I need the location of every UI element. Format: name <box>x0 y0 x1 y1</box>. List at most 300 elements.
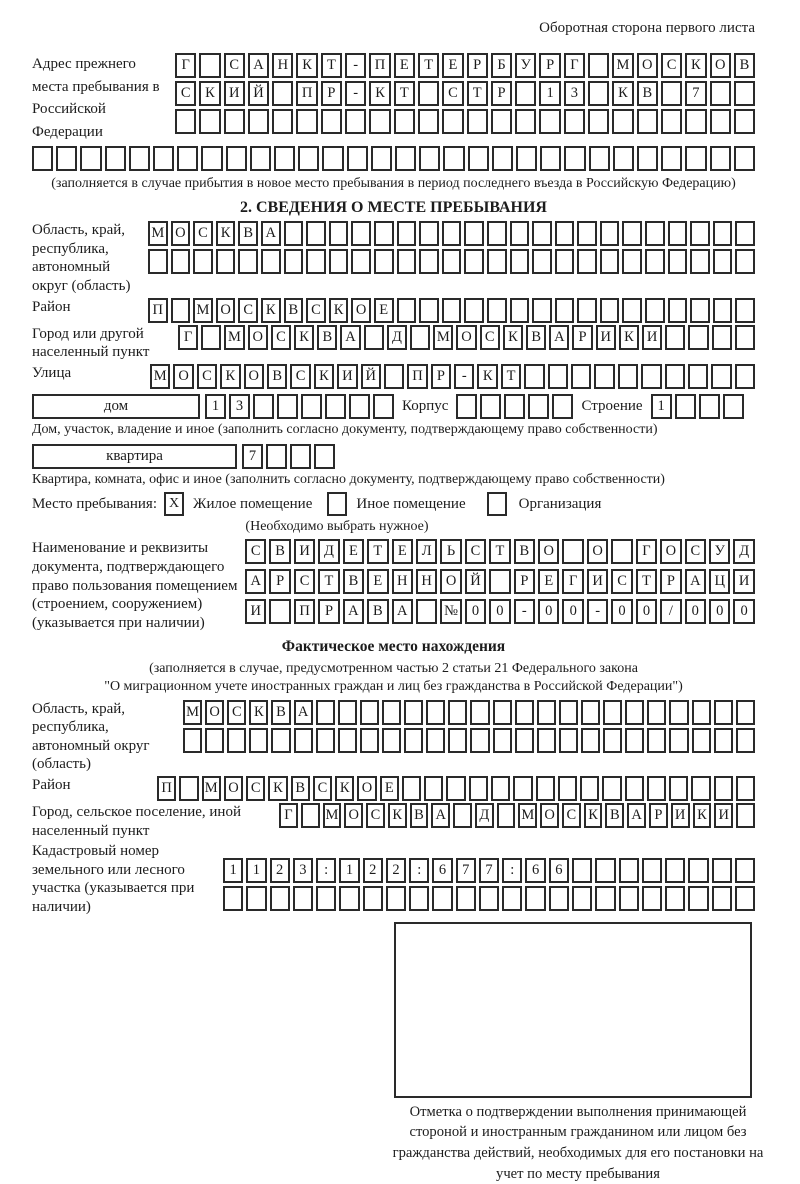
char-cell[interactable] <box>349 394 370 419</box>
char-cell[interactable] <box>594 364 614 389</box>
char-cell[interactable]: М <box>612 53 633 78</box>
char-cell[interactable] <box>714 728 733 753</box>
char-cell[interactable]: И <box>733 569 754 594</box>
char-cell[interactable] <box>373 394 394 419</box>
char-cell[interactable]: М <box>183 700 202 725</box>
char-cell[interactable] <box>625 700 644 725</box>
char-cell[interactable]: О <box>710 53 731 78</box>
char-cell[interactable]: И <box>587 569 608 594</box>
char-cell[interactable] <box>491 109 512 134</box>
char-cell[interactable] <box>426 728 445 753</box>
char-cell[interactable] <box>736 728 755 753</box>
char-cell[interactable]: Т <box>489 539 510 564</box>
char-cell[interactable] <box>266 444 287 469</box>
char-cell[interactable] <box>469 776 488 801</box>
char-cell[interactable]: И <box>671 803 690 828</box>
char-cell[interactable]: В <box>317 325 337 350</box>
char-cell[interactable]: С <box>611 569 632 594</box>
char-cell[interactable] <box>665 858 685 883</box>
char-cell[interactable]: - <box>514 599 535 624</box>
char-cell[interactable]: О <box>637 53 658 78</box>
char-cell[interactable] <box>532 249 552 274</box>
char-cell[interactable]: Т <box>467 81 488 106</box>
char-cell[interactable]: Р <box>467 53 488 78</box>
char-cell[interactable] <box>536 776 555 801</box>
char-cell[interactable] <box>301 394 322 419</box>
char-cell[interactable]: Д <box>318 539 339 564</box>
char-cell[interactable]: В <box>271 700 290 725</box>
char-cell[interactable] <box>272 109 293 134</box>
char-cell[interactable]: 2 <box>270 858 290 883</box>
char-cell[interactable] <box>351 221 371 246</box>
char-cell[interactable]: Н <box>416 569 437 594</box>
char-cell[interactable]: К <box>220 364 240 389</box>
char-cell[interactable] <box>647 728 666 753</box>
char-cell[interactable] <box>665 886 685 911</box>
char-cell[interactable]: О <box>351 298 371 323</box>
char-cell[interactable]: О <box>248 325 268 350</box>
char-cell[interactable]: - <box>587 599 608 624</box>
char-cell[interactable]: С <box>290 364 310 389</box>
char-cell[interactable] <box>647 700 666 725</box>
char-cell[interactable]: О <box>587 539 608 564</box>
char-cell[interactable]: Р <box>318 599 339 624</box>
char-cell[interactable]: Т <box>394 81 415 106</box>
char-cell[interactable]: Г <box>564 53 585 78</box>
char-cell[interactable]: Е <box>374 298 394 323</box>
char-cell[interactable] <box>491 776 510 801</box>
char-cell[interactable] <box>419 146 440 171</box>
char-cell[interactable] <box>602 776 621 801</box>
char-cell[interactable] <box>549 886 569 911</box>
char-cell[interactable] <box>688 325 708 350</box>
char-cell[interactable] <box>713 221 733 246</box>
char-cell[interactable] <box>199 53 220 78</box>
char-cell[interactable]: В <box>238 221 258 246</box>
char-cell[interactable]: С <box>245 539 266 564</box>
char-cell[interactable] <box>329 221 349 246</box>
char-cell[interactable] <box>402 776 421 801</box>
char-cell[interactable] <box>690 298 710 323</box>
char-cell[interactable]: О <box>216 298 236 323</box>
char-cell[interactable] <box>446 776 465 801</box>
char-cell[interactable]: М <box>193 298 213 323</box>
char-cell[interactable] <box>735 298 755 323</box>
char-cell[interactable]: С <box>480 325 500 350</box>
char-cell[interactable] <box>692 700 711 725</box>
char-cell[interactable] <box>714 776 733 801</box>
char-cell[interactable] <box>480 394 501 419</box>
char-cell[interactable] <box>199 109 220 134</box>
char-cell[interactable]: 0 <box>538 599 559 624</box>
char-cell[interactable] <box>622 298 642 323</box>
char-cell[interactable]: К <box>477 364 497 389</box>
char-cell[interactable] <box>714 700 733 725</box>
char-cell[interactable] <box>622 249 642 274</box>
char-cell[interactable] <box>588 109 609 134</box>
char-cell[interactable] <box>540 146 561 171</box>
char-cell[interactable] <box>443 146 464 171</box>
char-cell[interactable] <box>665 325 685 350</box>
char-cell[interactable] <box>360 728 379 753</box>
char-cell[interactable] <box>625 728 644 753</box>
char-cell[interactable]: 1 <box>205 394 226 419</box>
char-cell[interactable] <box>296 109 317 134</box>
char-cell[interactable]: Т <box>321 53 342 78</box>
char-cell[interactable] <box>558 776 577 801</box>
char-cell[interactable] <box>713 249 733 274</box>
char-cell[interactable] <box>306 221 326 246</box>
char-cell[interactable] <box>603 700 622 725</box>
char-cell[interactable] <box>736 700 755 725</box>
char-cell[interactable] <box>734 109 755 134</box>
char-cell[interactable] <box>363 886 383 911</box>
char-cell[interactable]: В <box>291 776 310 801</box>
char-cell[interactable] <box>193 249 213 274</box>
char-cell[interactable] <box>625 776 644 801</box>
char-cell[interactable] <box>316 700 335 725</box>
char-cell[interactable]: 0 <box>733 599 754 624</box>
char-cell[interactable]: С <box>562 803 581 828</box>
char-cell[interactable]: П <box>157 776 176 801</box>
char-cell[interactable]: 0 <box>489 599 510 624</box>
char-cell[interactable] <box>397 249 417 274</box>
char-cell[interactable]: А <box>248 53 269 78</box>
char-cell[interactable]: Р <box>660 569 681 594</box>
char-cell[interactable] <box>699 394 720 419</box>
char-cell[interactable] <box>470 700 489 725</box>
char-cell[interactable]: К <box>612 81 633 106</box>
char-cell[interactable] <box>246 886 266 911</box>
char-cell[interactable] <box>690 221 710 246</box>
char-cell[interactable]: Й <box>361 364 381 389</box>
char-cell[interactable] <box>532 298 552 323</box>
char-cell[interactable]: С <box>224 53 245 78</box>
char-cell[interactable] <box>577 249 597 274</box>
char-cell[interactable]: В <box>269 539 290 564</box>
char-cell[interactable] <box>419 298 439 323</box>
char-cell[interactable]: П <box>407 364 427 389</box>
char-cell[interactable] <box>493 700 512 725</box>
char-cell[interactable] <box>426 700 445 725</box>
char-cell[interactable] <box>710 109 731 134</box>
char-cell[interactable]: 7 <box>685 81 706 106</box>
char-cell[interactable] <box>364 325 384 350</box>
char-cell[interactable]: 1 <box>339 858 359 883</box>
char-cell[interactable] <box>637 146 658 171</box>
char-cell[interactable] <box>562 539 583 564</box>
char-cell[interactable] <box>600 298 620 323</box>
char-cell[interactable]: У <box>515 53 536 78</box>
char-cell[interactable]: В <box>734 53 755 78</box>
char-cell[interactable] <box>284 221 304 246</box>
char-cell[interactable]: 1 <box>539 81 560 106</box>
char-cell[interactable]: С <box>465 539 486 564</box>
char-cell[interactable] <box>600 221 620 246</box>
char-cell[interactable] <box>685 146 706 171</box>
char-cell[interactable] <box>325 394 346 419</box>
char-cell[interactable] <box>577 221 597 246</box>
char-cell[interactable]: С <box>197 364 217 389</box>
char-cell[interactable]: Й <box>465 569 486 594</box>
char-cell[interactable]: К <box>329 298 349 323</box>
char-cell[interactable]: М <box>202 776 221 801</box>
char-cell[interactable]: О <box>540 803 559 828</box>
char-cell[interactable] <box>735 364 755 389</box>
char-cell[interactable]: И <box>224 81 245 106</box>
char-cell[interactable]: К <box>314 364 334 389</box>
char-cell[interactable]: 0 <box>636 599 657 624</box>
char-cell[interactable] <box>668 249 688 274</box>
char-cell[interactable] <box>175 109 196 134</box>
char-cell[interactable] <box>105 146 126 171</box>
char-cell[interactable]: Т <box>418 53 439 78</box>
char-cell[interactable]: О <box>171 221 191 246</box>
char-cell[interactable] <box>205 728 224 753</box>
char-cell[interactable] <box>555 298 575 323</box>
char-cell[interactable] <box>669 776 688 801</box>
char-cell[interactable] <box>261 249 281 274</box>
char-cell[interactable] <box>622 221 642 246</box>
checkbox-organization[interactable] <box>487 492 507 516</box>
char-cell[interactable] <box>712 325 732 350</box>
char-cell[interactable] <box>688 364 708 389</box>
char-cell[interactable] <box>564 109 585 134</box>
char-cell[interactable] <box>298 146 319 171</box>
char-cell[interactable] <box>351 249 371 274</box>
char-cell[interactable]: В <box>284 298 304 323</box>
char-cell[interactable]: С <box>175 81 196 106</box>
char-cell[interactable] <box>510 221 530 246</box>
char-cell[interactable] <box>723 394 744 419</box>
char-cell[interactable] <box>153 146 174 171</box>
char-cell[interactable]: С <box>193 221 213 246</box>
char-cell[interactable] <box>532 221 552 246</box>
char-cell[interactable]: Т <box>636 569 657 594</box>
char-cell[interactable]: П <box>294 599 315 624</box>
char-cell[interactable] <box>735 886 755 911</box>
char-cell[interactable] <box>669 700 688 725</box>
char-cell[interactable] <box>600 249 620 274</box>
char-cell[interactable] <box>419 221 439 246</box>
char-cell[interactable]: М <box>224 325 244 350</box>
char-cell[interactable]: Е <box>380 776 399 801</box>
char-cell[interactable] <box>404 700 423 725</box>
char-cell[interactable]: Е <box>343 539 364 564</box>
char-cell[interactable]: А <box>431 803 450 828</box>
char-cell[interactable]: К <box>388 803 407 828</box>
char-cell[interactable] <box>432 886 452 911</box>
char-cell[interactable] <box>618 364 638 389</box>
char-cell[interactable]: К <box>584 803 603 828</box>
char-cell[interactable] <box>736 803 755 828</box>
char-cell[interactable]: С <box>685 539 706 564</box>
char-cell[interactable]: : <box>502 858 522 883</box>
char-cell[interactable]: К <box>249 700 268 725</box>
char-cell[interactable]: В <box>637 81 658 106</box>
char-cell[interactable]: М <box>518 803 537 828</box>
char-cell[interactable]: Г <box>175 53 196 78</box>
char-cell[interactable]: Е <box>394 53 415 78</box>
char-cell[interactable]: 1 <box>223 858 243 883</box>
char-cell[interactable] <box>688 858 708 883</box>
char-cell[interactable] <box>301 803 320 828</box>
char-cell[interactable] <box>32 146 53 171</box>
char-cell[interactable] <box>171 298 191 323</box>
char-cell[interactable]: А <box>343 599 364 624</box>
char-cell[interactable]: Р <box>572 325 592 350</box>
char-cell[interactable] <box>645 298 665 323</box>
char-cell[interactable] <box>177 146 198 171</box>
char-cell[interactable] <box>571 364 591 389</box>
char-cell[interactable]: С <box>294 569 315 594</box>
char-cell[interactable]: 0 <box>465 599 486 624</box>
char-cell[interactable] <box>382 700 401 725</box>
char-cell[interactable]: В <box>410 803 429 828</box>
char-cell[interactable]: У <box>709 539 730 564</box>
char-cell[interactable] <box>424 776 443 801</box>
char-cell[interactable] <box>555 221 575 246</box>
char-cell[interactable] <box>595 886 615 911</box>
char-cell[interactable]: О <box>660 539 681 564</box>
char-cell[interactable] <box>314 444 335 469</box>
char-cell[interactable] <box>510 298 530 323</box>
char-cell[interactable] <box>588 53 609 78</box>
char-cell[interactable] <box>510 249 530 274</box>
char-cell[interactable]: С <box>246 776 265 801</box>
char-cell[interactable] <box>442 249 462 274</box>
char-cell[interactable]: Г <box>636 539 657 564</box>
char-cell[interactable]: - <box>454 364 474 389</box>
char-cell[interactable]: В <box>605 803 624 828</box>
char-cell[interactable] <box>56 146 77 171</box>
char-cell[interactable] <box>641 364 661 389</box>
char-cell[interactable]: Р <box>321 81 342 106</box>
char-cell[interactable] <box>539 109 560 134</box>
char-cell[interactable]: К <box>268 776 287 801</box>
char-cell[interactable]: С <box>306 298 326 323</box>
char-cell[interactable] <box>248 109 269 134</box>
char-cell[interactable] <box>665 364 685 389</box>
char-cell[interactable]: 2 <box>386 858 406 883</box>
char-cell[interactable]: Ь <box>440 539 461 564</box>
char-cell[interactable] <box>577 298 597 323</box>
char-cell[interactable]: 0 <box>562 599 583 624</box>
char-cell[interactable]: В <box>267 364 287 389</box>
char-cell[interactable] <box>612 109 633 134</box>
char-cell[interactable] <box>572 858 592 883</box>
char-cell[interactable] <box>613 146 634 171</box>
char-cell[interactable]: А <box>245 569 266 594</box>
char-cell[interactable]: Д <box>387 325 407 350</box>
char-cell[interactable] <box>685 109 706 134</box>
char-cell[interactable]: Е <box>442 53 463 78</box>
char-cell[interactable] <box>329 249 349 274</box>
char-cell[interactable] <box>502 886 522 911</box>
char-cell[interactable] <box>253 394 274 419</box>
char-cell[interactable]: С <box>366 803 385 828</box>
char-cell[interactable]: И <box>245 599 266 624</box>
char-cell[interactable] <box>537 700 556 725</box>
char-cell[interactable] <box>416 599 437 624</box>
char-cell[interactable] <box>374 249 394 274</box>
char-cell[interactable] <box>238 249 258 274</box>
char-cell[interactable]: 1 <box>246 858 266 883</box>
char-cell[interactable] <box>384 364 404 389</box>
char-cell[interactable] <box>223 886 243 911</box>
char-cell[interactable]: Е <box>367 569 388 594</box>
char-cell[interactable] <box>735 221 755 246</box>
char-cell[interactable]: К <box>261 298 281 323</box>
char-cell[interactable] <box>690 249 710 274</box>
char-cell[interactable]: Н <box>272 53 293 78</box>
char-cell[interactable] <box>668 298 688 323</box>
char-cell[interactable]: М <box>433 325 453 350</box>
char-cell[interactable]: / <box>660 599 681 624</box>
char-cell[interactable]: Р <box>491 81 512 106</box>
char-cell[interactable] <box>442 109 463 134</box>
char-cell[interactable]: Е <box>392 539 413 564</box>
char-cell[interactable] <box>270 886 290 911</box>
char-cell[interactable]: К <box>503 325 523 350</box>
char-cell[interactable] <box>467 109 488 134</box>
char-cell[interactable] <box>581 700 600 725</box>
char-cell[interactable]: Д <box>475 803 494 828</box>
char-cell[interactable] <box>347 146 368 171</box>
char-cell[interactable]: К <box>619 325 639 350</box>
char-cell[interactable] <box>588 81 609 106</box>
char-cell[interactable] <box>382 728 401 753</box>
char-cell[interactable]: : <box>316 858 336 883</box>
char-cell[interactable]: 7 <box>456 858 476 883</box>
char-cell[interactable] <box>386 886 406 911</box>
char-cell[interactable] <box>513 776 532 801</box>
char-cell[interactable] <box>712 858 732 883</box>
char-cell[interactable]: О <box>357 776 376 801</box>
char-cell[interactable] <box>448 700 467 725</box>
char-cell[interactable] <box>668 221 688 246</box>
char-cell[interactable]: Р <box>539 53 560 78</box>
char-cell[interactable]: А <box>340 325 360 350</box>
char-cell[interactable] <box>735 325 755 350</box>
char-cell[interactable] <box>360 700 379 725</box>
char-cell[interactable] <box>179 776 198 801</box>
char-cell[interactable] <box>171 249 191 274</box>
char-cell[interactable] <box>489 569 510 594</box>
char-cell[interactable]: 0 <box>685 599 706 624</box>
char-cell[interactable] <box>369 109 390 134</box>
char-cell[interactable] <box>548 364 568 389</box>
char-cell[interactable] <box>487 249 507 274</box>
char-cell[interactable]: О <box>173 364 193 389</box>
char-cell[interactable] <box>515 81 536 106</box>
char-cell[interactable] <box>294 728 313 753</box>
char-cell[interactable]: Р <box>269 569 290 594</box>
char-cell[interactable] <box>338 728 357 753</box>
char-cell[interactable] <box>322 146 343 171</box>
char-cell[interactable] <box>516 146 537 171</box>
char-cell[interactable]: М <box>150 364 170 389</box>
char-cell[interactable] <box>589 146 610 171</box>
char-cell[interactable] <box>201 146 222 171</box>
char-cell[interactable] <box>442 221 462 246</box>
char-cell[interactable]: : <box>409 858 429 883</box>
char-cell[interactable] <box>637 109 658 134</box>
char-cell[interactable]: С <box>661 53 682 78</box>
char-cell[interactable] <box>581 728 600 753</box>
char-cell[interactable] <box>453 803 472 828</box>
char-cell[interactable] <box>442 298 462 323</box>
